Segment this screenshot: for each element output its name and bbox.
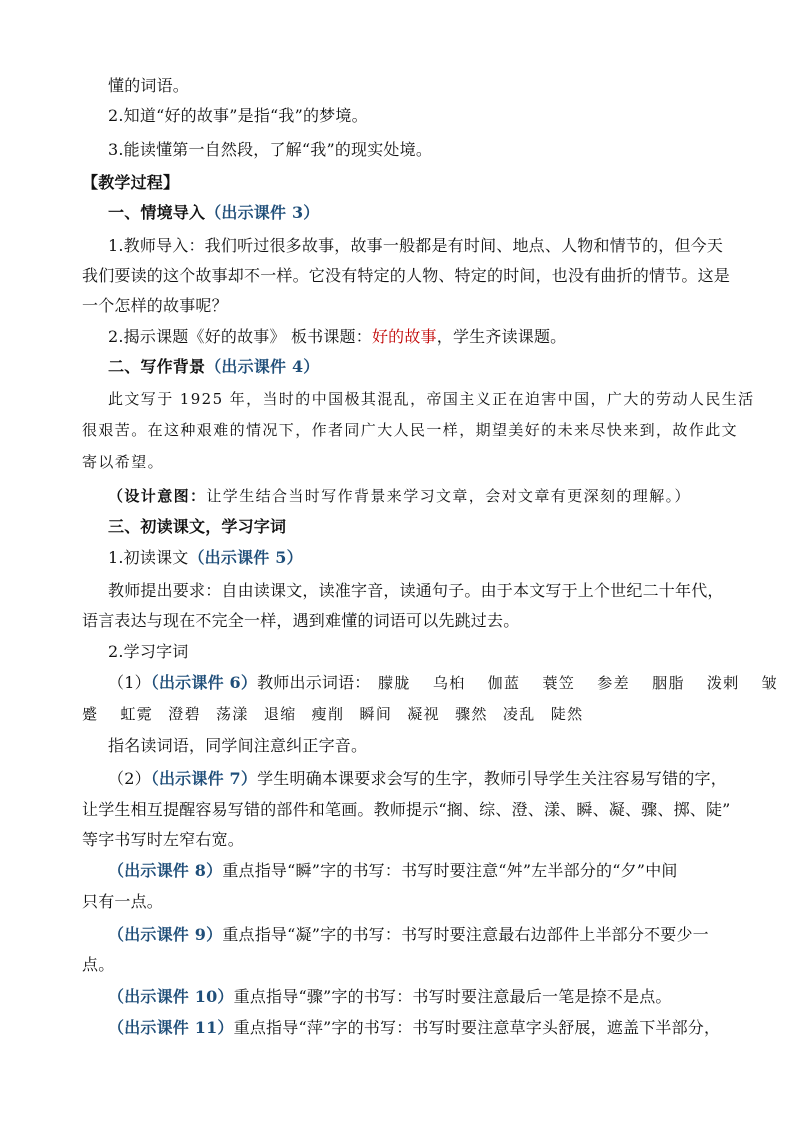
- vocab-number: （1）: [108, 673, 151, 692]
- background-line-2: 很艰苦。在这种艰难的情况下，作者同广大人民一样，期望美好的未来尽快来到，故作此文: [82, 421, 739, 439]
- vocab-lead: 教师出示词语：: [257, 673, 371, 692]
- objective-item-3: 3.能读懂第一自然段，了解“我”的现实处境。: [108, 140, 433, 159]
- section-2-heading: [108, 357, 320, 377]
- background-line-3: 寄以希望。: [82, 453, 165, 471]
- courseware-8-line-2: 只有一点。: [82, 892, 164, 911]
- section-1-p2-after: ，学生齐读课题。: [436, 327, 567, 346]
- objective-item-2: 2.知道“好的故事”是指“我”的梦境。: [108, 106, 368, 125]
- vocab-word: 朦胧: [378, 674, 411, 692]
- vocab-word: 骤然: [455, 705, 488, 723]
- section-1-p1-line-2: 我们要读的这个故事却不一样。它没有特定的人物、特定的时间，也没有曲折的情节。这是: [82, 266, 731, 285]
- sub-1-title: 1.初读课文: [108, 548, 189, 567]
- vocab-intro: [108, 673, 371, 693]
- objective-line-1-cont: 懂的词语。: [108, 76, 190, 95]
- writing-number: （2）: [108, 769, 151, 788]
- writing-line-3: 等字书写时左窄右宽。: [82, 830, 245, 849]
- courseware-8-line-1: [108, 861, 678, 881]
- process-heading: 【教学过程】: [82, 173, 180, 192]
- section-1-p2: [108, 327, 566, 347]
- sub-2-title: 2.学习字词: [108, 642, 189, 661]
- vocab-word: 荡漾: [216, 705, 249, 723]
- vocab-word: 伽蓝: [487, 674, 521, 692]
- vocab-word: 瘦削: [311, 705, 345, 723]
- vocab-word: 凝视: [407, 705, 441, 723]
- courseware-9-cue: （出示课件 9）: [108, 925, 223, 944]
- section-1-heading: [108, 203, 320, 223]
- vocab-word: 澄碧: [168, 705, 202, 723]
- courseware-9-text: 重点指导“凝”字的书写：书写时要注意最右边部件上半部分不要少一: [222, 925, 709, 944]
- section-1-p1-line-1: 1.教师导入：我们听过很多故事，故事一般都是有时间、地点、人物和情节的，但今天: [108, 236, 724, 255]
- sub-1-cue: （出示课件 5）: [188, 548, 303, 567]
- vocab-word: 乌桕: [432, 674, 466, 692]
- courseware-8-cue: （出示课件 8）: [108, 861, 223, 880]
- vocab-word: 退缩: [263, 705, 297, 723]
- courseware-11-text: 重点指导“萍”字的书写：书写时要注意草字头舒展，遮盖下半部分，: [233, 1018, 721, 1037]
- requirement-line-1: 教师提出要求：自由读课文，读准字音，读通句子。由于本文写于上个世纪二十年代，: [108, 581, 724, 600]
- writing-line-2: 让学生相互提醒容易写错的部件和笔画。教师提示“搁、综、澄、漾、瞬、凝、骤、掷、陡”: [82, 800, 731, 819]
- courseware-11: [108, 1018, 720, 1038]
- courseware-11-cue: （出示课件 11）: [108, 1018, 234, 1037]
- vocab-row-1: [378, 673, 778, 693]
- section-2-cue: （出示课件 4）: [205, 357, 320, 376]
- vocab-word: 陡然: [550, 705, 584, 723]
- section-1-cue: （出示课件 3）: [205, 203, 320, 222]
- section-2-title: 二、写作背景: [108, 357, 206, 376]
- vocab-cue: （出示课件 6）: [150, 673, 258, 692]
- writing-text-1: 学生明确本课要求会写的生字，教师引导学生关注容易写错的字，: [257, 769, 727, 788]
- courseware-9-line-1: [108, 925, 709, 945]
- vocab-word: 皱: [761, 674, 779, 692]
- courseware-9-line-2: 点。: [82, 955, 115, 974]
- vocab-word: 蹙: [82, 705, 99, 723]
- background-line-1: 此文写于 1925 年，当时的中国极其混乱，帝国主义正在迫害中国，广大的劳动人民生活: [108, 390, 755, 408]
- vocab-word: 虹霓: [120, 705, 154, 723]
- vocab-word: 参差: [597, 674, 631, 692]
- courseware-10-text: 重点指导“骤”字的书写：书写时要注意最后一笔是捺不是点。: [233, 987, 672, 1006]
- courseware-10: [108, 987, 672, 1007]
- writing-line-1: [108, 769, 727, 789]
- vocab-row-2: [82, 704, 584, 724]
- vocab-word: 凌乱: [502, 705, 536, 723]
- board-title: 好的故事: [371, 327, 437, 346]
- section-1-p2-before: 2.揭示课题《好的故事》 板书课题：: [108, 327, 372, 346]
- courseware-8-text: 重点指导“瞬”字的书写：书写时要注意“舛”左半部分的“夕”中间: [222, 861, 678, 880]
- section-1-title: 一、情境导入: [108, 203, 206, 222]
- vocab-word: 蓑笠: [542, 674, 576, 692]
- read-note: 指名读词语，同学间注意纠正字音。: [108, 736, 368, 755]
- writing-cue: （出示课件 7）: [150, 769, 258, 788]
- design-intent: [108, 486, 691, 506]
- section-3-title: 三、初读课文，学习字词: [108, 517, 287, 536]
- vocab-word: 胭脂: [652, 674, 685, 692]
- section-1-p1-line-3: 一个怎样的故事呢？: [82, 296, 228, 315]
- requirement-line-2: 语言表达与现在不完全一样，遇到难懂的词语可以先跳过去。: [82, 611, 520, 630]
- sub-1: [108, 548, 303, 568]
- vocab-word: 泼剌: [706, 674, 740, 692]
- design-intent-text: 让学生结合当时写作背景来学习文章，会对文章有更深刻的理解。）: [206, 487, 691, 505]
- vocab-word: 瞬间: [359, 705, 393, 723]
- design-intent-label: （设计意图：: [108, 487, 207, 505]
- courseware-10-cue: （出示课件 10）: [108, 987, 234, 1006]
